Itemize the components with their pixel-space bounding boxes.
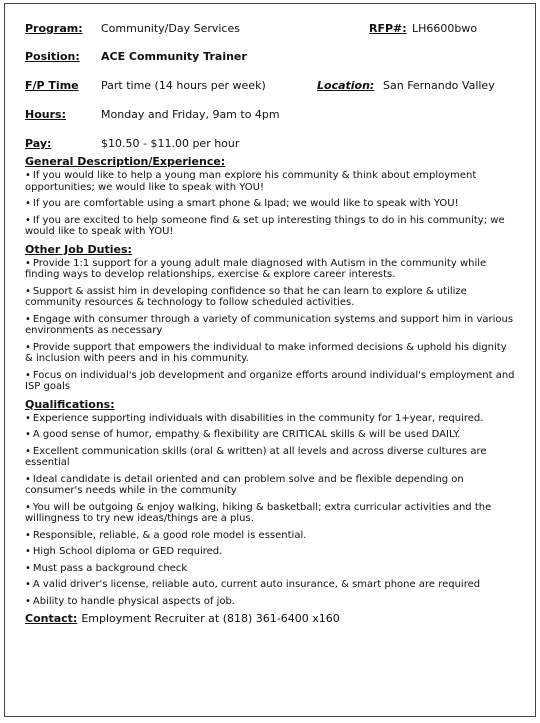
qualification-item-text: Ability to handle physical aspects of job. [32, 595, 235, 607]
qualification-item-text: A good sense of humor, empathy & flexibility are CRITICAL skills & will be used DAILY. [32, 429, 461, 440]
pay-value: $10.50 - $11.00 per hour [101, 137, 240, 150]
job-posting-page [4, 3, 536, 717]
duty-item: • Engage with consumer through a variety of communication systems and support him in various environments as necessary [25, 313, 514, 336]
duty-item-text: Focus on individual's job development and organize efforts around individual's employment and ISP goals [25, 369, 515, 392]
rfp-value: LH6600bwo [412, 22, 478, 35]
hours-label: Hours: [25, 108, 66, 121]
location-value: San Fernando Valley [383, 79, 495, 92]
qualification-item: • You will be outgoing & enjoy walking, hiking & basketball; extra curricular activities and the willingness to try new ideas/things are a plus. [25, 501, 492, 524]
qualification-item-text: Experience supporting individuals with disabilities in the community for 1+year, required. [32, 412, 484, 424]
qualification-item: • High School diploma or GED required. [25, 546, 223, 557]
general-item-text: If you are excited to help someone find & set up interesting things to do in his community; we would like to speak with YOU! [25, 214, 505, 237]
general-item-text: If you are comfortable using a smart phone & Ipad; we would like to speak with YOU! [32, 198, 459, 209]
position-value: ACE Community Trainer [101, 50, 247, 63]
qualification-item: • A valid driver's license, reliable auto, current auto insurance, & smart phone are required [25, 579, 481, 590]
qualification-item: • Ideal candidate is detail oriented and can problem solve and be flexible depending on consumer's needs while in the community [25, 473, 464, 496]
qualification-item-text: Responsible, reliable, & a good role model is essential. [32, 529, 307, 541]
general-item: • If you would like to help a young man explore his community & think about employment opportunities; we would like to speak with YOU! [25, 170, 477, 193]
duties-section [25, 243, 517, 393]
qualification-item: • Experience supporting individuals with disabilities in the community for 1+year, required. [25, 412, 484, 424]
program-value: Community/Day Services [101, 22, 240, 35]
contact-label: Contact: [25, 612, 78, 625]
program-row [25, 22, 517, 50]
position-row [25, 50, 517, 79]
qualification-item-text: You will be outgoing & enjoy walking, hiking & basketball; extra curricular activities and the willingness to try new ideas/things are a plus. [25, 501, 492, 524]
general-title: General Description/Experience: [25, 155, 226, 168]
qualification-item-text: A valid driver's license, reliable auto, current auto insurance, & smart phone are required [32, 579, 481, 590]
qualification-item-text: Must pass a background check [32, 562, 188, 574]
general-item-text: If you would like to help a young man explore his community & think about employment opportunities; we would like to speak with YOU! [25, 170, 477, 193]
qualification-item: • Must pass a background check [25, 562, 188, 574]
qualification-item: • Excellent communication skills (oral & written) at all levels and across diverse cultures are essential [25, 445, 487, 468]
position-label: Position: [25, 50, 80, 63]
fp-time-value: Part time (14 hours per week) [101, 79, 266, 92]
duties-title: Other Job Duties: [25, 242, 132, 256]
duty-item: • Focus on individual's job development and organize efforts around individual's employment and ISP goals [25, 369, 515, 392]
qualifications-section [25, 398, 517, 608]
rfp-label: RFP#: [369, 22, 407, 35]
qualification-item: • A good sense of humor, empathy & flexibility are CRITICAL skills & will be used DAILY. [25, 429, 461, 440]
duty-item: • Provide 1:1 support for a young adult male diagnosed with Autism in the community while finding ways to develop relationships, exercise & explore career interests. [25, 257, 487, 280]
duty-item-text: Provide 1:1 support for a young adult male diagnosed with Autism in the community while finding ways to develop relationships, exercise & explore career interests. [25, 257, 487, 280]
contact-line [25, 612, 517, 625]
job-posting-content [25, 22, 517, 625]
fp-time-row [25, 79, 517, 108]
duty-item-text: Provide support that empowers the individual to make informed decisions & uphold his dignity & inclusion with peers and in his community. [25, 341, 507, 364]
pay-label: Pay: [25, 137, 52, 150]
general-item: • If you are excited to help someone find & set up interesting things to do in his community; we would like to speak with YOU! [25, 214, 505, 237]
qualifications-title: Qualifications: [25, 397, 115, 411]
hours-value: Monday and Friday, 9am to 4pm [101, 108, 280, 121]
general-section [25, 155, 517, 238]
duty-item-text: Engage with consumer through a variety of communication systems and support him in various environments as necessary [25, 313, 514, 336]
qualification-item: • Responsible, reliable, & a good role model is essential. [25, 529, 307, 541]
duty-item: • Support & assist him in developing confidence so that he can learn to explore & utilize community resources & technology to follow scheduled activities. [25, 285, 467, 308]
duty-item-text: Support & assist him in developing confidence so that he can learn to explore & utilize community resources & technology to follow scheduled activities. [25, 285, 467, 308]
general-item: • If you are comfortable using a smart phone & Ipad; we would like to speak with YOU! [25, 198, 459, 209]
qualification-item-text: High School diploma or GED required. [32, 546, 223, 557]
fp-time-label: F/P Time [25, 79, 79, 92]
program-label: Program: [25, 22, 83, 35]
contact-value: Employment Recruiter at (818) 361-6400 x160 [81, 612, 340, 625]
hours-row [25, 108, 517, 137]
duty-item: • Provide support that empowers the individual to make informed decisions & uphold his dignity & inclusion with peers and in his community. [25, 341, 507, 364]
qualification-item-text: Ideal candidate is detail oriented and can problem solve and be flexible depending on consumer's needs while in the community [25, 473, 464, 496]
qualification-item-text: Excellent communication skills (oral & written) at all levels and across diverse cultures are essential [25, 445, 487, 468]
qualification-item: • Ability to handle physical aspects of job. [25, 595, 235, 607]
pay-row [25, 137, 517, 155]
location-label: Location: [317, 79, 375, 92]
